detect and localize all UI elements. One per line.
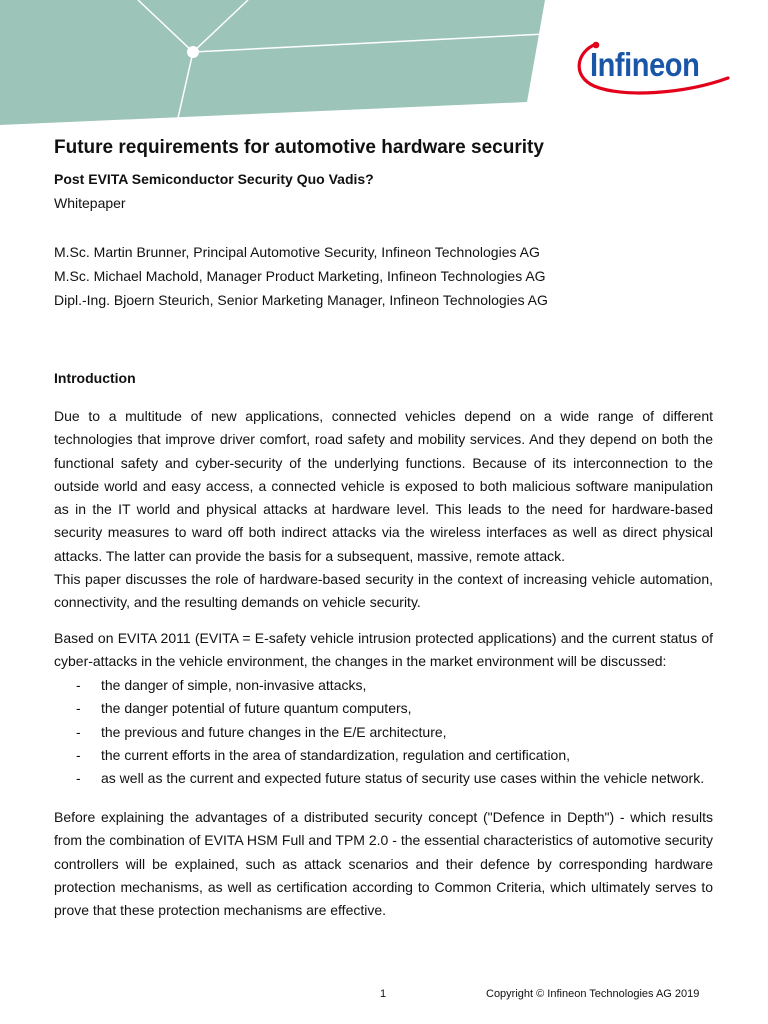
document-type: Whitepaper (54, 195, 126, 211)
list-item-text: the danger of simple, non-invasive attacks, (101, 677, 367, 693)
list-item (54, 767, 714, 790)
author-line: M.Sc. Michael Machold, Manager Product Marketing, Infineon Technologies AG (54, 268, 546, 284)
bullet-marker: - (76, 677, 81, 693)
bullet-marker: - (76, 746, 81, 763)
list-item-text: the current efforts in the area of standardization, regulation and certification, (101, 746, 571, 763)
list-item (54, 744, 714, 767)
bullet-marker: - (76, 770, 81, 787)
section-heading-introduction: Introduction (54, 370, 136, 386)
body-paragraph: This paper discusses the role of hardware-based security in the context of increasing vehicle automation, connectivity, and the resulting demands on vehicle security. (54, 571, 713, 611)
copyright-notice: Copyright © Infineon Technologies AG 2019 (486, 988, 700, 1000)
bullet-marker: - (76, 723, 81, 740)
body-paragraph: Based on EVITA 2011 (EVITA = E-safety vehicle intrusion protected applications) and the current status of cyber-attacks in the vehicle environment, the changes in the market environment will be discussed: (54, 630, 713, 670)
list-item-text: the danger potential of future quantum computers, (101, 700, 412, 717)
list-item (54, 721, 714, 744)
document-subtitle: Post EVITA Semiconductor Security Quo Vadis? (54, 171, 374, 187)
infineon-logo-text: Infineon (590, 46, 700, 83)
bullet-marker: - (76, 700, 81, 717)
body-paragraph: Due to a multitude of new applications, connected vehicles depend on a wide range of different technologies that improve driver comfort, road safety and mobility services. And they depend on both the functional safety and cyber-security of the underlying functions. Because of its interconnection to the outside world and easy access, a connected vehicle is exposed to both malicious software manipulation as in the IT world and physical attacks at hardware level. This leads to the need for hardware-based security measures to ward off both indirect attacks via the wireless interfaces as well as direct physical attacks. The latter can provide the basis for a subsequent, massive, remote attack. (54, 408, 713, 564)
author-line: Dipl.-Ing. Bjoern Steurich, Senior Marketing Manager, Infineon Technologies AG (54, 292, 548, 308)
author-list (54, 240, 548, 312)
list-item-text: as well as the current and expected future status of security use cases within the vehicle network. (101, 770, 705, 787)
list-item (54, 674, 714, 697)
list-item (54, 697, 714, 720)
bullet-list (54, 674, 714, 790)
author-line: M.Sc. Martin Brunner, Principal Automotive Security, Infineon Technologies AG (54, 244, 540, 260)
header-graphic (0, 0, 560, 130)
document-title: Future requirements for automotive hardware security (54, 137, 544, 158)
list-item-text: the previous and future changes in the E/E architecture, (101, 723, 447, 740)
page-number: 1 (380, 988, 387, 1000)
body-paragraph: Before explaining the advantages of a distributed security concept ("Defence in Depth") - which results from the combination of EVITA HSM Full and TPM 2.0 - the essential characteristics of automotive security controllers will be explained, such as attack scenarios and their defence by corresponding hardware protection mechanisms, as well as certification according to Common Criteria, which ultimately serves to prove that these protection mechanisms are effective. (54, 809, 713, 919)
